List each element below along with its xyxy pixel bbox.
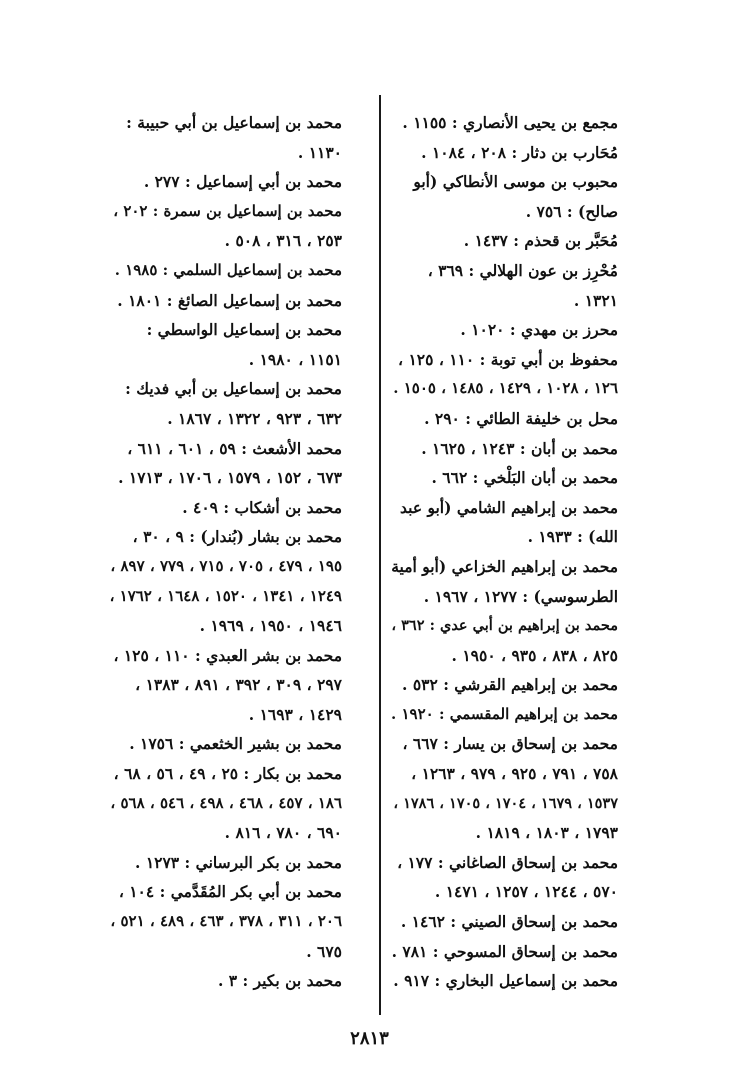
index-entry-line: ١٥٣٧ ، ١٦٧٩ ، ١٧٠٤ ، ١٧٠٥ ، ١٧٨٦ ، [393, 794, 618, 812]
index-entry-line: ١٣٢١ . [573, 290, 618, 310]
index-entry-line: ١٩٤٦ ، ١٩٥٠ ، ١٩٦٩ . [199, 616, 342, 636]
index-entry-line: محمد بن بشير الخثعمي : ١٧٥٦ . [129, 734, 342, 754]
index-entry-line: محمد بن إسماعيل بن أبي حبيبة : [126, 113, 342, 132]
index-entry-line: محبوب بن موسى الأنطاكي (أبو [413, 172, 618, 192]
index-entry-line: مُحَارب بن دثار : ٢٠٨ ، ١٠٨٤ . [421, 142, 618, 162]
index-entry-line: ٦٣٢ ، ٩٢٣ ، ١٣٢٢ ، ١٨٦٧ . [167, 408, 342, 428]
index-entry-line: محمد بن بكر البرساني : ١٢٧٣ . [135, 852, 342, 872]
index-entry-line: ١١٣٠ . [297, 142, 342, 162]
index-entry-line: محمد بن إسماعيل بن أبي فديك : [125, 379, 342, 399]
index-entry-line: ٦٩٠ ، ٧٨٠ ، ٨١٦ . [224, 823, 342, 843]
index-entry-line: محل بن خليفة الطائي : ٢٩٠ . [424, 408, 618, 428]
index-entry-line: محمد بن أبي إسماعيل : ٢٧٧ . [143, 172, 342, 192]
index-entry-line: محمد بن إبراهيم الشامي (أبو عبد [400, 497, 618, 517]
index-entry-line: ٢٠٦ ، ٣١١ ، ٣٧٨ ، ٤٦٣ ، ٤٨٩ ، ٥٢١ ، [110, 912, 342, 931]
index-entry-line: ١٧٩٣ ، ١٨٠٣ ، ١٨١٩ . [475, 823, 618, 843]
index-entry-line: محرز بن مهدي : ١٠٢٠ . [460, 320, 618, 340]
index-entry-line: مُحْرِز بن عون الهلالي : ٣٦٩ ، [427, 260, 618, 280]
index-entry-line: محفوظ بن أبي توبة : ١١٠ ، ١٢٥ ، [398, 349, 618, 369]
index-entry-line: محمد بن بكار : ٢٥ ، ٤٩ ، ٥٦ ، ٦٨ ، [113, 764, 342, 784]
index-entry-line: ١٢٦ ، ١٠٢٨ ، ١٤٢٩ ، ١٤٨٥ ، ١٥٠٥ . [393, 379, 618, 398]
index-entry-line: محمد بن إسحاق الصاغاني : ١٧٧ ، [397, 852, 618, 872]
index-entry-line: ٥٧٠ ، ١٢٤٤ ، ١٢٥٧ ، ١٤٧١ . [434, 882, 618, 902]
left-index-column [110, 108, 342, 996]
index-entry-line: محمد بن بشار (بُندار) : ٩ ، ٣٠ ، [132, 527, 342, 547]
index-entry-line: محمد بن أبي بكر المُقَدَّمي : ١٠٤ ، [118, 882, 342, 902]
index-entry-line: ١٩٥ ، ٤٧٩ ، ٧٠٥ ، ٧١٥ ، ٧٧٩ ، ٨٩٧ ، [110, 556, 342, 575]
index-entry-line: محمد بن إبراهيم بن أبي عدي : ٣٦٢ ، [391, 617, 618, 635]
index-entry-line: محمد بن إبراهيم المقسمي : ١٩٢٠ . [391, 704, 618, 723]
index-entry-line: محمد بن إسماعيل الواسطي : [146, 320, 342, 340]
index-entry-line: محمد بن إبراهيم القرشي : ٥٣٢ . [402, 675, 618, 695]
index-entry-line: مجمع بن يحيى الأنصاري : ١١٥٥ . [402, 113, 618, 132]
index-entry-line: محمد الأشعث : ٥٩ ، ٦٠١ ، ٦١١ ، [127, 438, 342, 458]
index-entry-line: محمد بن أبان البَلْخي : ٦٦٢ . [431, 468, 618, 488]
index-entry-line: محمد بن إبراهيم الخزاعي (أبو أمية [391, 556, 618, 576]
index-entry-line: ١٢٤٩ ، ١٣٤١ ، ١٥٢٠ ، ١٦٤٨ ، ١٧٦٢ ، [109, 586, 342, 605]
index-entry-line: صالح) : ٧٥٦ . [525, 201, 618, 221]
index-entry-line: ٢٩٧ ، ٣٠٩ ، ٣٩٢ ، ٨٩١ ، ١٣٨٣ ، [135, 675, 342, 695]
index-entry-line: ٦٧٣ ، ١٥٢ ، ١٥٧٩ ، ١٧٠٦ ، ١٧١٣ . [118, 468, 342, 488]
index-entry-line: الله) : ١٩٣٣ . [527, 527, 618, 547]
index-entry-line: ١٨٦ ، ٤٥٧ ، ٤٦٨ ، ٤٩٨ ، ٥٤٦ ، ٥٦٨ ، [110, 793, 342, 812]
index-entry-line: محمد بن إسحاق الصيني : ١٤٦٢ . [400, 912, 618, 932]
index-entry-line: الطرسوسي) : ١٢٧٧ ، ١٩٦٧ . [423, 586, 618, 606]
index-entry-line: محمد بن إسحاق بن يسار : ٦٦٧ ، [402, 734, 618, 754]
index-entry-line: ٢٥٣ ، ٣١٦ ، ٥٠٨ . [224, 231, 342, 251]
index-entry-line: محمد بن إسماعيل بن سمرة : ٢٠٢ ، [113, 201, 342, 220]
index-entry-line: ٧٥٨ ، ٧٩١ ، ٩٢٥ ، ٩٧٩ ، ١٢٦٣ ، [411, 764, 618, 784]
index-entry-line: ٦٧٥ . [306, 941, 342, 961]
index-entry-line: محمد بن أشكاب : ٤٠٩ . [182, 497, 342, 517]
index-entry-line: محمد بن إسحاق المسوحي : ٧٨١ . [391, 941, 618, 961]
index-entry-line: محمد بن إسماعيل البخاري : ٩١٧ . [393, 971, 618, 991]
index-entry-line: ٨٢٥ ، ٨٣٨ ، ٩٣٥ ، ١٩٥٠ . [451, 645, 618, 665]
index-entry-line: محمد بن إسماعيل الصائغ : ١٨٠١ . [117, 290, 342, 310]
index-entry-line: ١٤٢٩ ، ١٦٩٣ . [248, 704, 342, 724]
index-entry-line: محمد بن بكير : ٣ . [217, 971, 342, 991]
index-entry-line: مُحَبَّر بن قحذم : ١٤٣٧ . [463, 231, 618, 251]
page-number: ٢٨١٣ [350, 1028, 389, 1049]
index-entry-line: محمد بن إسماعيل السلمي : ١٩٨٥ . [114, 260, 342, 279]
column-divider [379, 95, 381, 1015]
index-entry-line: محمد بن بشر العبدي : ١١٠ ، ١٢٥ ، [113, 645, 342, 665]
index-entry-line: ١١٥١ ، ١٩٨٠ . [248, 349, 342, 369]
index-entry-line: محمد بن أبان : ١٢٤٣ ، ١٦٢٥ . [421, 438, 618, 458]
right-index-column [390, 108, 618, 996]
